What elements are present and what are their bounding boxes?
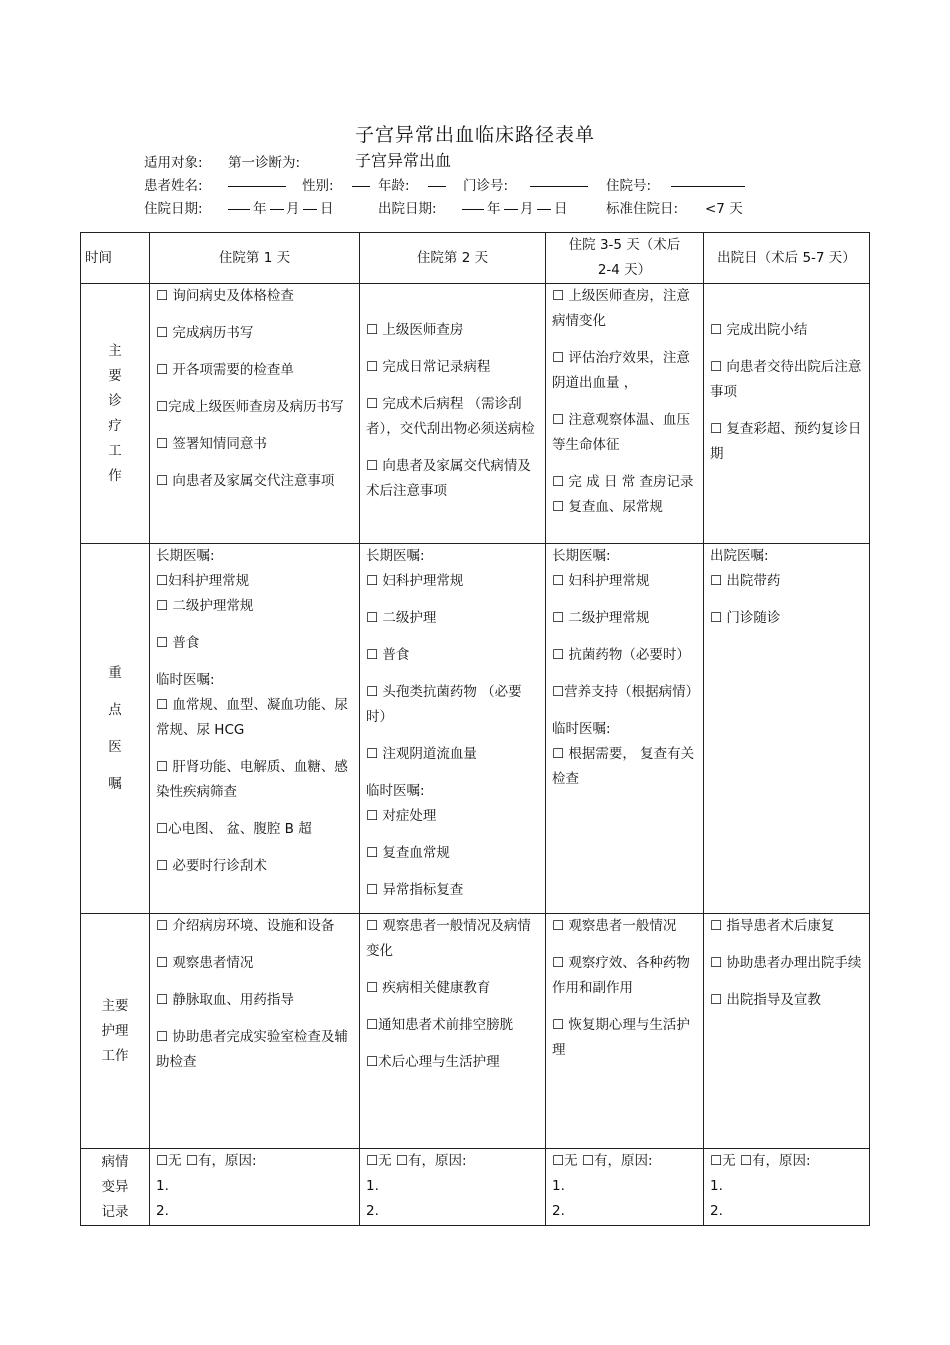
checklist-item[interactable]: ☐完成上级医师查房及病历书写	[156, 399, 344, 415]
checklist-item[interactable]: ☐ 普食	[156, 635, 200, 651]
row-main-work	[81, 284, 870, 544]
orders-discharge-cell	[704, 544, 870, 914]
row-label-main-work	[81, 284, 150, 544]
checklist-item[interactable]: ☐ 上级医师查房	[366, 322, 464, 338]
col-header-day3-5-line1: 住院 3-5 天（术后	[568, 237, 681, 253]
row-key-orders	[81, 544, 870, 914]
checklist-item[interactable]: ☐ 出院带药	[710, 573, 781, 589]
col-header-day2: 住院第 2 天	[360, 233, 546, 284]
discharge-orders-title: 出院医嘱:	[710, 548, 769, 564]
diagnosis-value: 子宫异常出血	[355, 151, 452, 170]
admission-month-field[interactable]	[270, 197, 284, 210]
checklist-item[interactable]: ☐ 协助患者办理出院手续	[710, 955, 862, 971]
row-label-line: 病情	[101, 1153, 129, 1170]
long-term-orders-title: 长期医嘱:	[552, 548, 611, 564]
checklist-item[interactable]: ☐ 注观阴道流血量	[366, 746, 477, 762]
checklist-item[interactable]: ☐ 向患者及家属交代注意事项	[156, 473, 335, 489]
main-work-day1-cell	[150, 284, 360, 544]
nursing-discharge-cell	[704, 914, 870, 1149]
checklist-item[interactable]: ☐ 向患者交待出院后注意事项	[710, 359, 862, 400]
temporary-orders-title: 临时医嘱:	[552, 721, 611, 737]
checklist-item[interactable]: ☐ 开各项需要的检查单	[156, 362, 294, 378]
checklist-item[interactable]: ☐ 恢复期心理与生活护理	[552, 1017, 690, 1058]
checklist-item[interactable]: ☐ 对症处理	[366, 808, 437, 824]
row-label-char: 工	[108, 442, 122, 459]
nursing-day3-cell	[546, 914, 704, 1149]
variation-options[interactable]: ☐无 ☐有，原因:	[552, 1153, 653, 1169]
row-label-nursing	[81, 914, 150, 1149]
discharge-day-field[interactable]	[537, 197, 551, 210]
variation-reason-2[interactable]: 2.	[552, 1203, 565, 1219]
discharge-year-unit: 年	[487, 201, 501, 217]
inpatient-number-label: 住院号:	[606, 178, 652, 194]
variation-reason-1[interactable]: 1.	[366, 1178, 379, 1194]
admission-year-unit: 年	[253, 201, 267, 217]
checklist-item[interactable]: ☐ 复查血、尿常规	[552, 499, 663, 515]
variation-reason-2[interactable]: 2.	[710, 1203, 723, 1219]
admission-day-unit: 日	[320, 201, 334, 217]
orders-day3-cell	[546, 544, 704, 914]
checklist-item[interactable]: ☐ 介绍病房环境、设施和设备	[156, 918, 335, 934]
checklist-item[interactable]: ☐通知患者术前排空膀胱	[366, 1017, 514, 1033]
discharge-month-unit: 月	[520, 201, 534, 217]
temporary-orders-title: 临时医嘱:	[156, 672, 215, 688]
variation-reason-2[interactable]: 2.	[156, 1203, 169, 1219]
inpatient-number-field[interactable]	[671, 174, 745, 187]
main-work-discharge-cell	[704, 284, 870, 544]
discharge-month-field[interactable]	[504, 197, 518, 210]
checklist-item[interactable]: ☐ 必要时行诊刮术	[156, 858, 267, 874]
checklist-item[interactable]: ☐ 注意观察体温、血压等生命体征	[552, 412, 690, 453]
row-label-char: 作	[108, 467, 122, 484]
checklist-item[interactable]: ☐ 妇科护理常规	[366, 573, 464, 589]
checklist-item[interactable]: ☐ 上级医师查房，注意病情变化	[552, 288, 690, 329]
row-label-line: 护理	[101, 1022, 129, 1039]
checklist-item[interactable]: ☐ 静脉取血、用药指导	[156, 992, 294, 1008]
checklist-item[interactable]: ☐ 二级护理	[366, 610, 437, 626]
checklist-item[interactable]: ☐ 抗菌药物（必要时）	[552, 647, 690, 663]
sex-label: 性别:	[302, 178, 334, 194]
main-work-day3-cell	[546, 284, 704, 544]
main-work-day2-cell	[360, 284, 546, 544]
checklist-item[interactable]: ☐ 完成出院小结	[710, 322, 808, 338]
row-label-char: 疗	[108, 417, 122, 434]
checklist-item[interactable]: ☐ 评估治疗效果，注意阴道出血量 ，	[552, 350, 690, 391]
row-label-char: 主	[108, 342, 122, 359]
checklist-item[interactable]: ☐ 签署知情同意书	[156, 436, 267, 452]
patient-name-label: 患者姓名:	[144, 178, 203, 194]
row-label-char: 医	[108, 738, 122, 755]
variation-reason-1[interactable]: 1.	[552, 1178, 565, 1194]
checklist-item[interactable]: ☐ 观察患者情况	[156, 955, 254, 971]
variation-day2-cell	[360, 1149, 546, 1226]
checklist-item[interactable]: ☐ 协助患者完成实验室检查及辅助检查	[156, 1029, 348, 1070]
checklist-item[interactable]: ☐心电图、 盆、腹腔 B 超	[156, 821, 312, 837]
checklist-item[interactable]: ☐妇科护理常规	[156, 573, 250, 589]
clinical-pathway-table	[80, 232, 870, 1226]
variation-reason-2[interactable]: 2.	[366, 1203, 379, 1219]
applicable-label: 适用对象:	[144, 155, 203, 171]
row-nursing	[81, 914, 870, 1149]
clinic-number-label: 门诊号:	[463, 178, 509, 194]
admission-year-field[interactable]	[228, 197, 250, 210]
checklist-item[interactable]: ☐ 疾病相关健康教育	[366, 980, 491, 996]
form-title: 子宫异常出血临床路径表单	[354, 124, 595, 146]
col-header-day3-5-line2: 2-4 天）	[597, 262, 652, 278]
checklist-item[interactable]: ☐ 异常指标复查	[366, 882, 464, 898]
checklist-item[interactable]: ☐ 指导患者术后康复	[710, 918, 835, 934]
age-field[interactable]	[428, 174, 446, 187]
checklist-item[interactable]: ☐ 完成术后病程 （需诊刮者），交代刮出物必须送病检	[366, 396, 535, 437]
checklist-item[interactable]: ☐ 完 成 日 常 查房记录	[552, 474, 694, 490]
checklist-item[interactable]: ☐ 完成病历书写	[156, 325, 254, 341]
long-term-orders-title: 长期医嘱:	[366, 548, 425, 564]
variation-day3-cell	[546, 1149, 704, 1226]
checklist-item[interactable]: ☐ 头孢类抗菌药物 （必要时）	[366, 684, 522, 725]
checklist-item[interactable]: ☐ 向患者及家属交代病情及术后注意事项	[366, 458, 531, 499]
table-header-row	[81, 233, 870, 284]
variation-reason-1[interactable]: 1.	[156, 1178, 169, 1194]
checklist-item[interactable]: ☐ 肝肾功能、电解质、血糖、感染性疾病筛查	[156, 759, 348, 800]
temporary-orders-title: 临时医嘱:	[366, 783, 425, 799]
checklist-item[interactable]: ☐ 观察患者一般情况	[552, 918, 677, 934]
diagnosis-label: 第一诊断为:	[228, 155, 301, 171]
admission-day-field[interactable]	[303, 197, 317, 210]
clinic-number-field[interactable]	[530, 174, 588, 187]
discharge-day-unit: 日	[554, 201, 568, 217]
checklist-item[interactable]: ☐ 门诊随诊	[710, 610, 781, 626]
checklist-item[interactable]: ☐ 普食	[366, 647, 410, 663]
col-header-time: 时间	[81, 233, 150, 284]
admission-date-label: 住院日期:	[144, 201, 203, 217]
col-header-day1: 住院第 1 天	[150, 233, 360, 284]
sex-field[interactable]	[352, 174, 370, 187]
row-label-char: 点	[108, 701, 122, 718]
row-label-key-orders	[81, 544, 150, 914]
discharge-date-label: 出院日期:	[378, 201, 437, 217]
row-variation	[81, 1149, 870, 1226]
checklist-item[interactable]: ☐ 观察疗效、各种药物作用和副作用	[552, 955, 690, 996]
variation-reason-1[interactable]: 1.	[710, 1178, 723, 1194]
checklist-item[interactable]: ☐ 观察患者一般情况及病情变化	[366, 918, 531, 959]
row-label-line: 工作	[101, 1047, 129, 1064]
row-label-line: 主要	[101, 997, 129, 1014]
nursing-day1-cell	[150, 914, 360, 1149]
age-label: 年龄:	[378, 178, 410, 194]
orders-day2-cell	[360, 544, 546, 914]
patient-name-field[interactable]	[228, 174, 286, 187]
checklist-item[interactable]: ☐ 二级护理常规	[552, 610, 650, 626]
checklist-item[interactable]: ☐营养支持（根据病情）	[552, 684, 700, 700]
col-header-discharge: 出院日（术后 5-7 天）	[704, 233, 870, 284]
row-label-char: 诊	[108, 392, 122, 409]
row-label-variation	[81, 1149, 150, 1226]
discharge-year-field[interactable]	[462, 197, 484, 210]
orders-day1-cell	[150, 544, 360, 914]
row-label-line: 记录	[101, 1203, 129, 1220]
checklist-item[interactable]: ☐ 出院指导及宣教	[710, 992, 821, 1008]
standard-stay-value: <7 天	[705, 201, 743, 217]
row-label-char: 要	[108, 367, 122, 384]
standard-stay-label: 标准住院日:	[606, 201, 679, 217]
checklist-item[interactable]: ☐ 复查彩超、预约复诊日期	[710, 421, 862, 462]
admission-month-unit: 月	[286, 201, 300, 217]
checklist-item[interactable]: ☐术后心理与生活护理	[366, 1054, 500, 1070]
long-term-orders-title: 长期医嘱:	[156, 548, 215, 564]
checklist-item[interactable]: ☐ 完成日常记录病程	[366, 359, 491, 375]
row-label-char: 嘱	[108, 775, 122, 792]
checklist-item[interactable]: ☐ 根据需要， 复查有关检查	[552, 746, 695, 787]
checklist-item[interactable]: ☐ 询问病史及体格检查	[156, 288, 294, 304]
checklist-item[interactable]: ☐ 妇科护理常规	[552, 573, 650, 589]
variation-options[interactable]: ☐无 ☐有，原因:	[156, 1153, 257, 1169]
variation-options[interactable]: ☐无 ☐有，原因:	[710, 1153, 811, 1169]
row-label-char: 重	[108, 664, 122, 681]
row-label-line: 变异	[101, 1178, 129, 1195]
checklist-item[interactable]: ☐ 二级护理常规	[156, 598, 254, 614]
checklist-item[interactable]: ☐ 复查血常规	[366, 845, 450, 861]
nursing-day2-cell	[360, 914, 546, 1149]
variation-options[interactable]: ☐无 ☐有，原因:	[366, 1153, 467, 1169]
col-header-day3-5	[546, 233, 704, 284]
checklist-item[interactable]: ☐ 血常规、血型、凝血功能、尿常规、尿 HCG	[156, 697, 348, 738]
variation-discharge-cell	[704, 1149, 870, 1226]
variation-day1-cell	[150, 1149, 360, 1226]
